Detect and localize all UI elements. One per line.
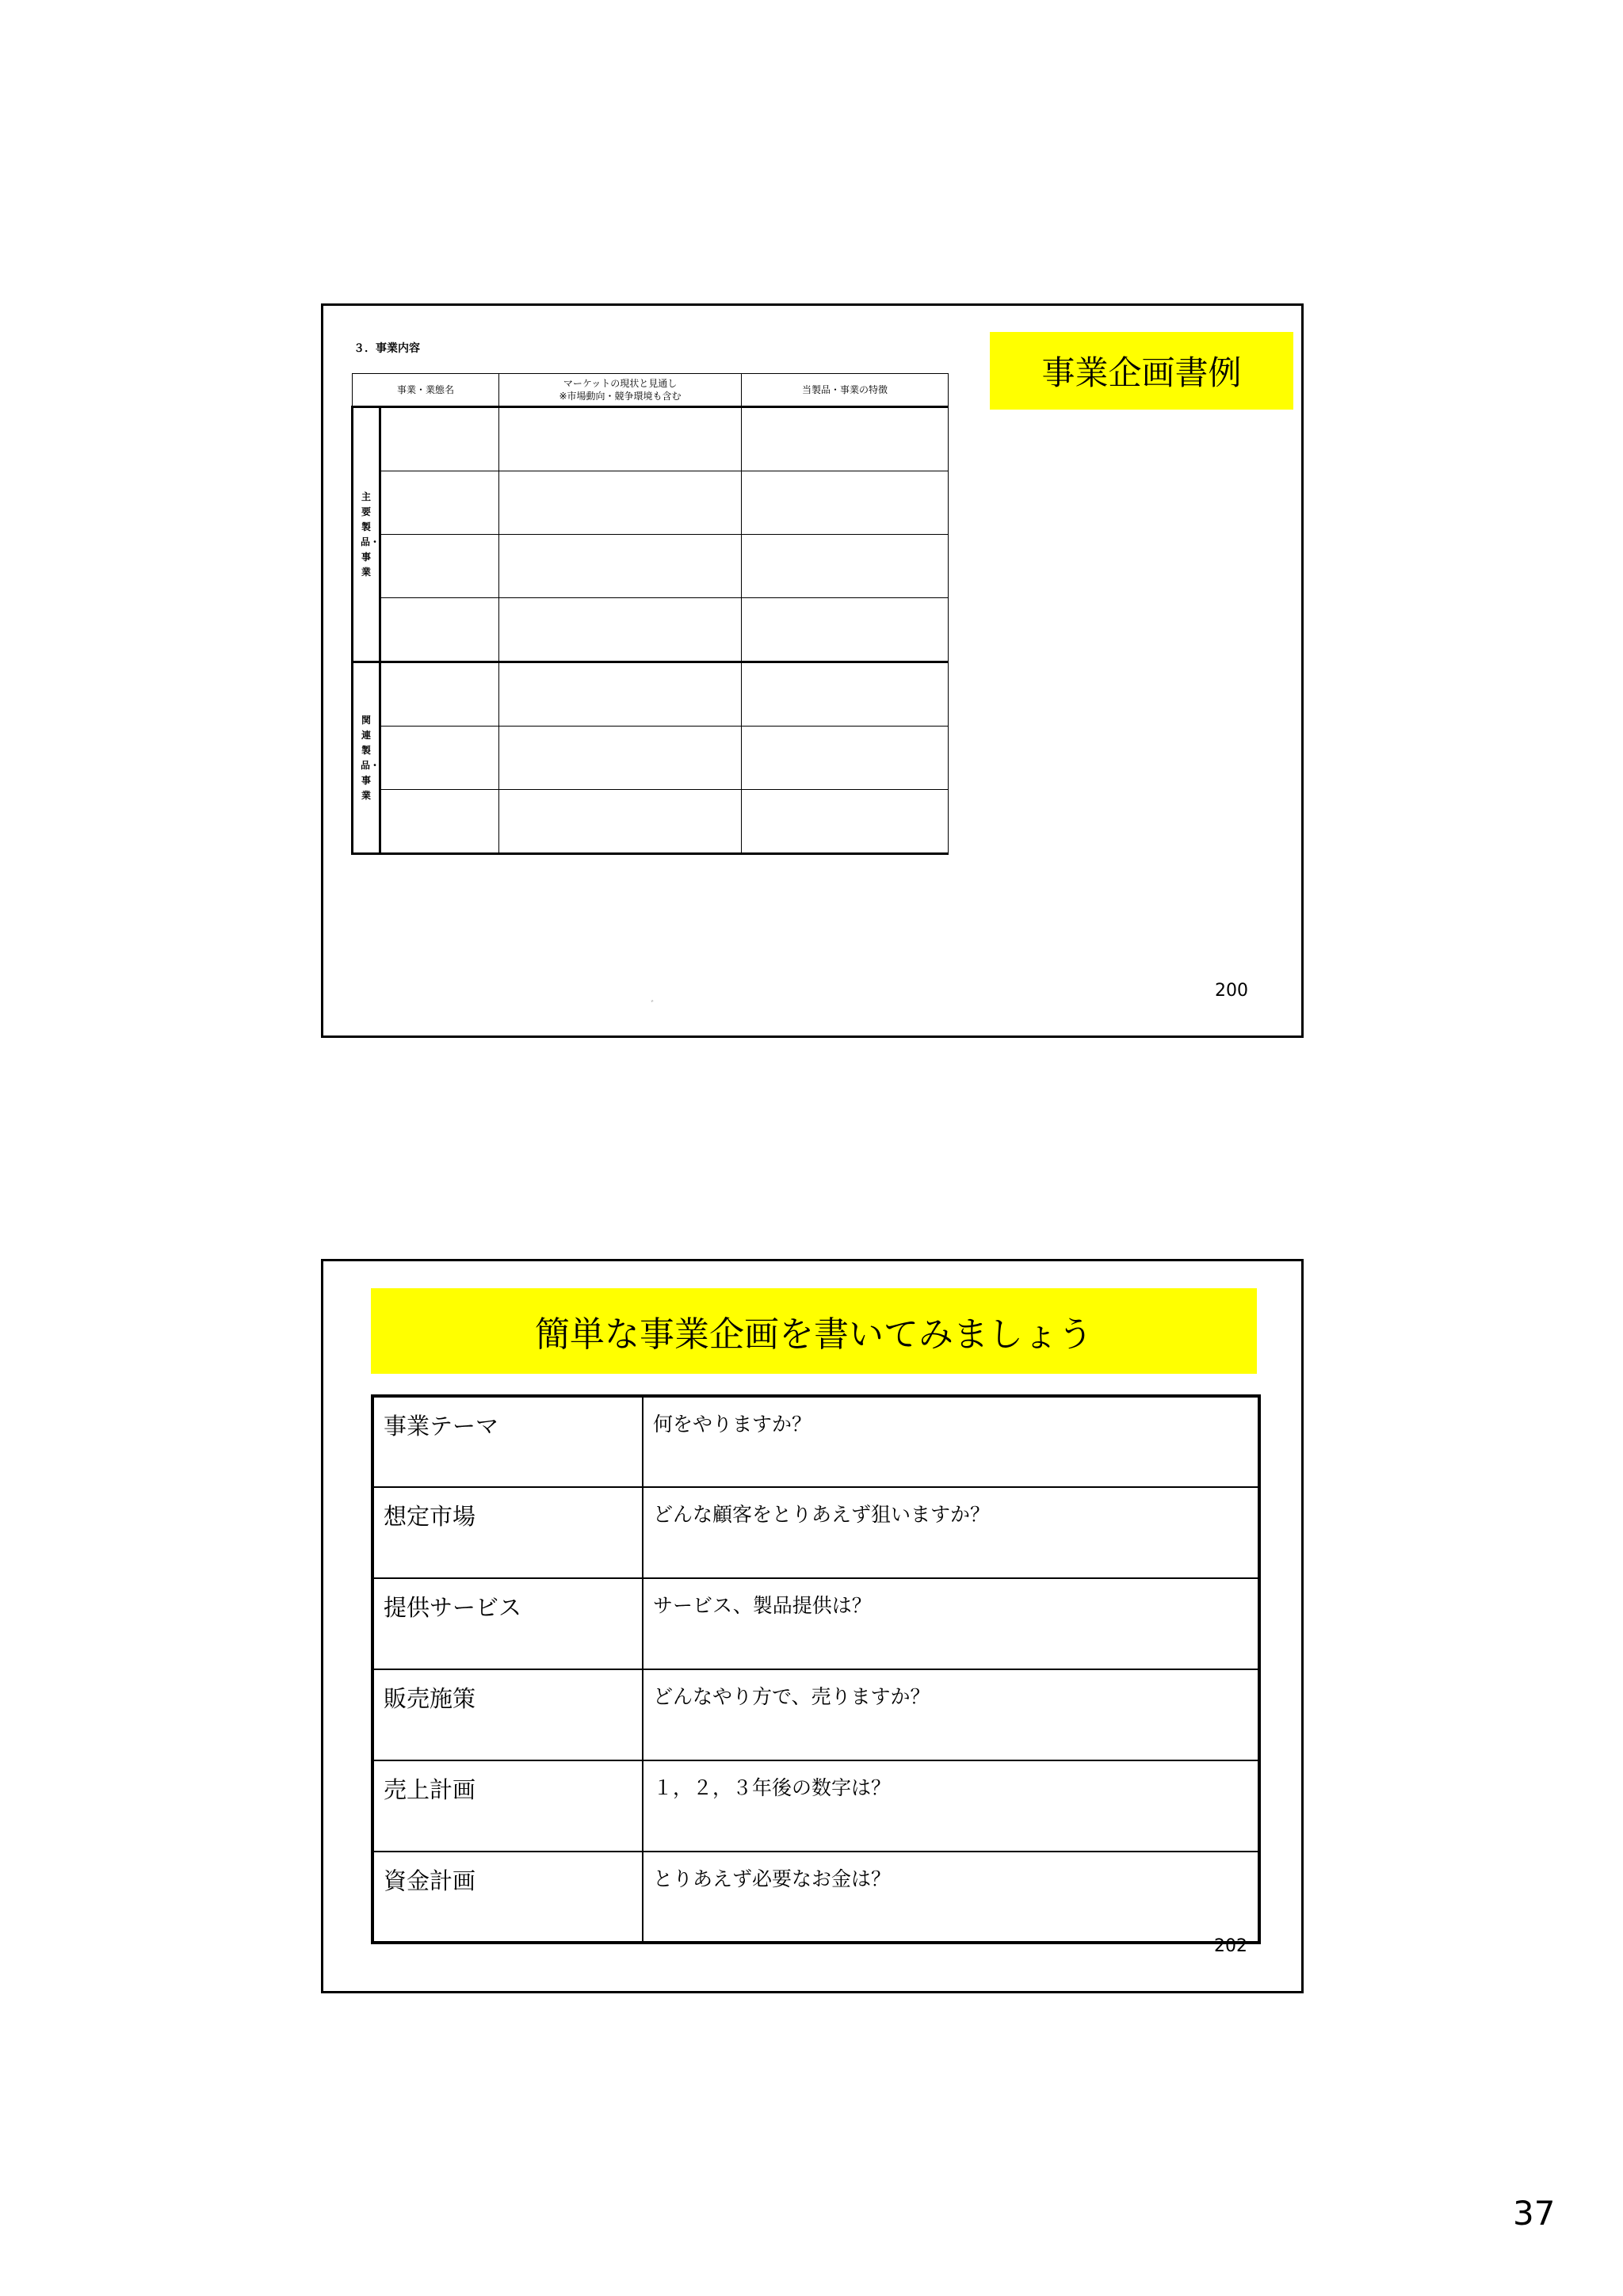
slide-business-plan-example [321, 303, 1304, 1038]
table-cell [742, 407, 949, 471]
table-row [372, 1852, 1259, 1943]
row-label: 売上計画 [372, 1760, 643, 1852]
slide-title: 事業企画書例 [990, 332, 1293, 410]
row-label: 提供サービス [372, 1578, 643, 1669]
table-cell [499, 535, 742, 598]
table-cell [380, 727, 499, 790]
group-label-main-products: 主要製品・事業 [353, 407, 380, 662]
row-label: 販売施策 [372, 1669, 643, 1760]
column-header-market: マーケットの現状と見通し ※市場動向・競争環境も含む [499, 374, 742, 407]
row-label: 想定市場 [372, 1487, 643, 1578]
slide-simple-business-plan [321, 1259, 1304, 1993]
table-cell [499, 790, 742, 854]
table-row [372, 1578, 1259, 1669]
business-plan-worksheet [371, 1394, 1261, 1944]
table-header-row [353, 374, 949, 407]
table-row [353, 598, 949, 662]
table-cell [380, 471, 499, 535]
table-cell [742, 662, 949, 727]
slide-title: 簡単な事業企画を書いてみましょう [371, 1288, 1257, 1374]
table-cell [499, 598, 742, 662]
table-cell [380, 407, 499, 471]
row-question: １，２，３年後の数字は？ [643, 1760, 1259, 1852]
table-row [353, 727, 949, 790]
table-row [372, 1669, 1259, 1760]
table-cell [742, 535, 949, 598]
table-row [353, 535, 949, 598]
business-content-table [351, 373, 949, 855]
table-cell [499, 471, 742, 535]
row-question: 何をやりますか？ [643, 1396, 1259, 1487]
table-row [372, 1487, 1259, 1578]
table-row [353, 407, 949, 471]
table-cell [742, 471, 949, 535]
table-row [353, 790, 949, 854]
table-cell [380, 790, 499, 854]
table-cell [380, 662, 499, 727]
table-row [353, 471, 949, 535]
section-heading: ３．事業内容 [353, 342, 420, 355]
row-question: とりあえず必要なお金は？ [643, 1852, 1259, 1943]
table-cell [499, 727, 742, 790]
row-question: どんなやり方で、売りますか？ [643, 1669, 1259, 1760]
group-label-related-products: 関連製品・事業 [353, 662, 380, 854]
row-question: どんな顧客をとりあえず狙いますか？ [643, 1487, 1259, 1578]
table-row [353, 662, 949, 727]
table-cell [380, 598, 499, 662]
table-cell [499, 662, 742, 727]
row-label: 事業テーマ [372, 1396, 643, 1487]
page-number: 37 [1513, 2194, 1556, 2233]
column-header-features: 当製品・事業の特徴 [742, 374, 949, 407]
table-cell [742, 790, 949, 854]
table-row [372, 1760, 1259, 1852]
table-cell [380, 535, 499, 598]
table-cell [742, 598, 949, 662]
column-header-business-name: 事業・業態名 [353, 374, 499, 407]
table-cell [742, 727, 949, 790]
table-cell [499, 407, 742, 471]
slide-number: 200 [1215, 981, 1248, 1001]
small-mark: ﾞ [651, 999, 656, 1010]
slide-number: 202 [1214, 1936, 1247, 1956]
table-row [372, 1396, 1259, 1487]
row-label: 資金計画 [372, 1852, 643, 1943]
row-question: サービス、製品提供は？ [643, 1578, 1259, 1669]
